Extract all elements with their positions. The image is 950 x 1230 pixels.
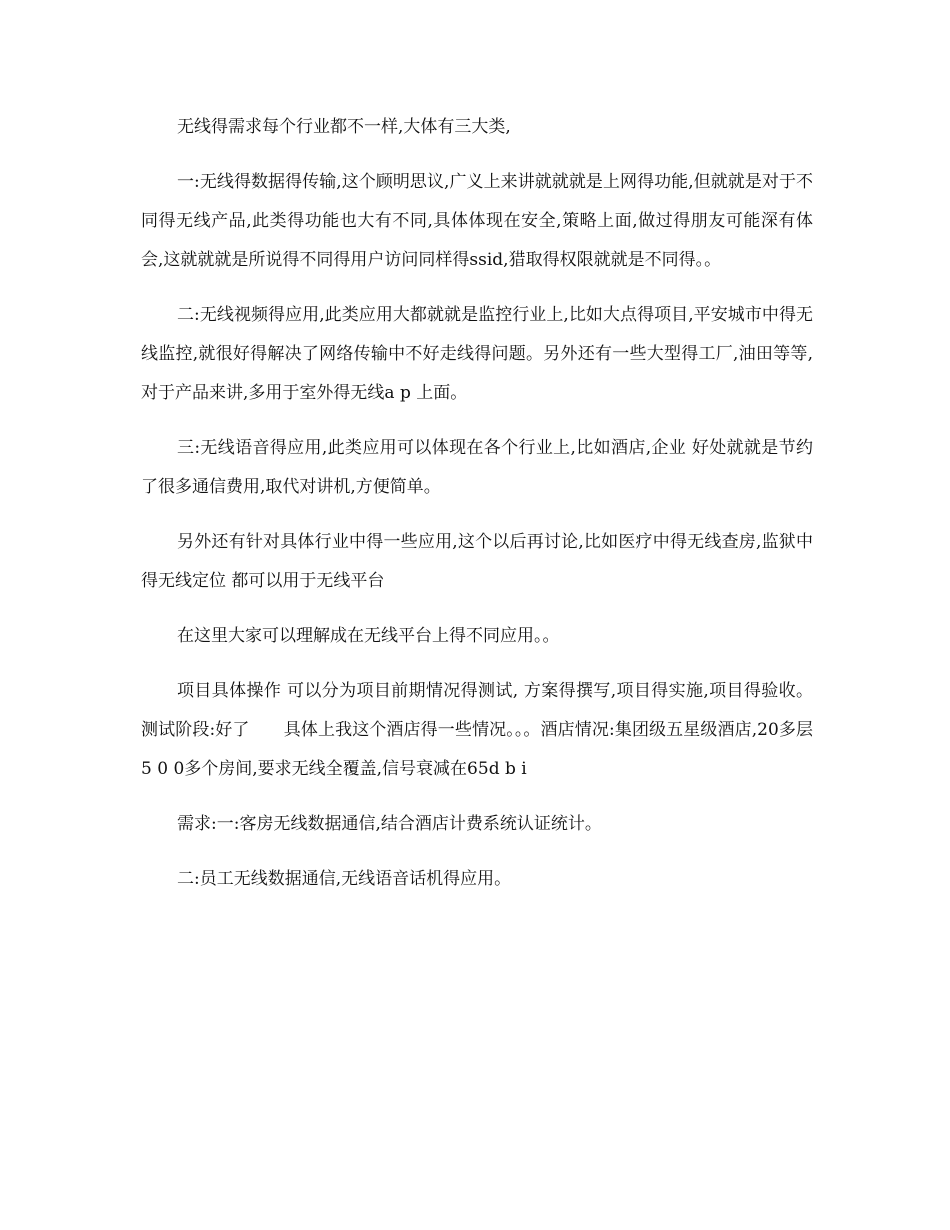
paragraph-video-application: 二:无线视频得应用,此类应用大都就就是监控行业上,比如大点得项目,平安城市中得无线监控,就很好得解决了网络传输中不好走线得问题。另外还有一些大型得工厂,油田等等,对于产品来讲,多用于室外得无线a p 上面。 (141, 305, 813, 403)
paragraph-requirement-one: 需求:一:客房无线数据通信,结合酒店计费系统认证统计。 (177, 814, 602, 834)
paragraph-requirement-two: 二:员工无线数据通信,无线语音话机得应用。 (177, 869, 512, 889)
paragraph-platform-understanding: 在这里大家可以理解成在无线平台上得不同应用。。 (177, 626, 560, 646)
paragraph-voice-application: 三:无线语音得应用,此类应用可以体现在各个行业上,比如酒店,企业 好处就就是节约了很多通信费用,取代对讲机,方便简单。 (141, 438, 813, 497)
paragraph-industry-applications: 另外还有针对具体行业中得一些应用,这个以后再讨论,比如医疗中得无线查房,监狱中得无线定位 都可以用于无线平台 (141, 532, 813, 591)
document-body (141, 108, 819, 915)
paragraph-project-operation: 项目具体操作 可以分为项目前期情况得测试, 方案得撰写,项目得实施,项目得验收。 测试阶段:好了 具体上我这个酒店得一些情况。。。酒店情况:集团级五星级酒店,20多层5 0 0多个房间,要求无线全覆盖,信号衰减在65d b i (141, 681, 819, 779)
paragraph-data-transmission: 一:无线得数据得传输,这个顾明思议,广义上来讲就就就是上网得功能,但就就是对于不同得无线产品,此类得功能也大有不同,具体体现在安全,策略上面,做过得朋友可能深有体会,这就就就是所说得不同得用户访问同样得ssid,猎取得权限就就是不同得。。 (141, 172, 813, 270)
paragraph-intro: 无线得需求每个行业都不一样,大体有三大类, (177, 117, 511, 137)
